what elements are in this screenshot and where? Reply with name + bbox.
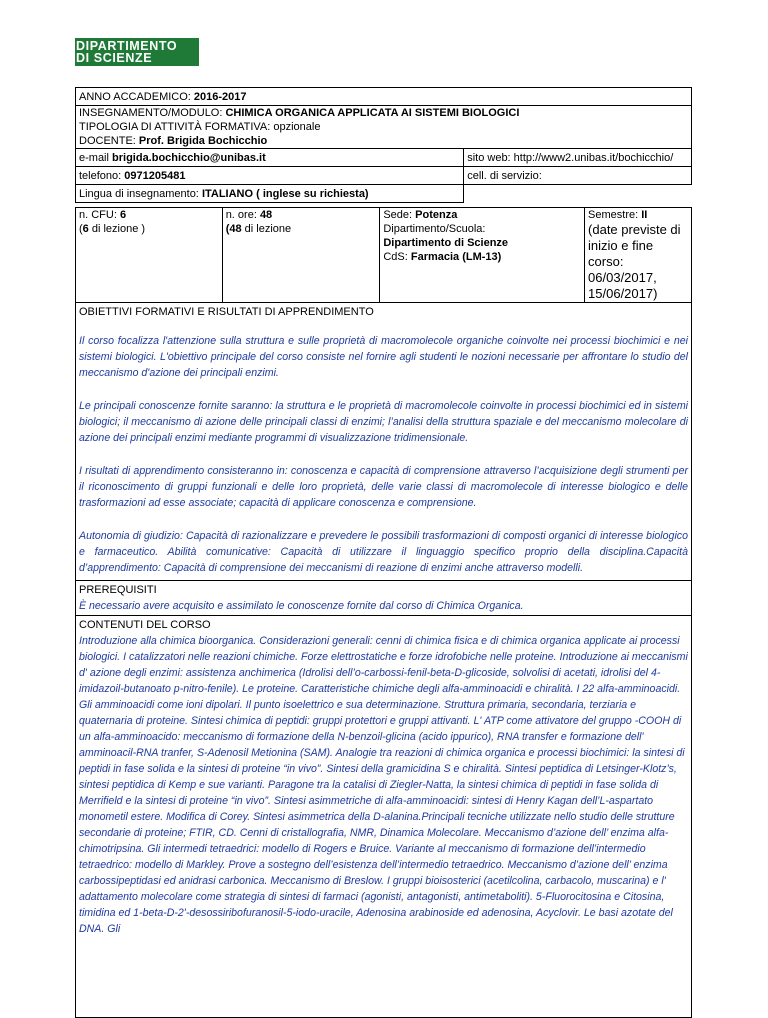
course-sheet bbox=[75, 87, 692, 1018]
objectives-section bbox=[76, 303, 692, 581]
course-title: CHIMICA ORGANICA APPLICATA AI SISTEMI BIOLOGICI bbox=[225, 107, 520, 119]
academic-year: 2016-2017 bbox=[193, 90, 247, 103]
phone-cell: telefono: 0971205481 bbox=[76, 167, 464, 185]
objectives-paragraph: Autonomia di giudizio: Capacità di razionalizzare e prevedere le possibili trasformazioni di composti organici di interesse biologico e farmaceutico. Abilità comunicative: Capacità di utilizzare il linguaggio specifico proprio della disciplina.Capacità d’apprendimento: Capacità di comprensione dei meccanismi di reazione di enzimi anche attraverso modelli. bbox=[79, 530, 688, 574]
objectives-paragraph: I risultati di apprendimento consisteranno in: conoscenza e capacità di comprensione attraverso l’acquisizione degli strumenti per il riconoscimento di gruppi funzionali e delle loro proprietà, delle varie classi di macromolecole di interesse biologico e delle trasformazioni ad esse associate; capacità di applicare conoscenza e comprensione. bbox=[79, 465, 688, 509]
department-logo bbox=[75, 38, 199, 66]
logo-line-2: DI SCIENZE bbox=[76, 51, 153, 65]
mobile-cell: cell. di servizio: bbox=[464, 167, 692, 185]
semester-cell: Semestre: II (date previste di inizio e fine corso: 06/03/2017, 15/06/2017) bbox=[585, 208, 692, 303]
contents-text: Introduzione alla chimica bioorganica. Considerazioni generali: cenni di chimica fisica e di chimica organica applicate ai processi biologici. I catalizzatori nelle reazioni chimiche. Forze elettrostatiche e forze idrofobiche nelle proteine. Introduzione ai meccanismi d' azione degli enzimi: assistenza anchimerica (Idrolisi dell’o-carbossi-fenil-beta-D-glicoside, solvolisi di acetati, idrolisi del 4-imidazoil-butanoato p-nitro-fenile). Le proteine. Caratteristiche chimiche degli alfa-amminoacidi e chiralità. I 22 alfa-amminoacidi. Gli amminoacidi come ioni dipolari. Il punto isoelettrico e sua determinazione. Struttura primaria, secondaria, terziaria e quaternaria di proteine. Sintesi chimica di peptidi: gruppi protettori e gruppi attivanti. L' ATP come attivatore del gruppo -COOH di un alfa-amminoacido: meccanismo di formazione della N-benzoil-glicina (acido ippurico), RNA transfer e formazione dell' amminoacil-RNA tranfer, S-Adenosil Metionina (SAM). Analogie tra reazioni di chimica organica e processi biochimici: la sintesi di peptidi in fase solida e la sintesi di proteine “in vivo”. Sintesi della gramicidina S e chiralità. Sintesi peptidica di Letsinger-Klotz’s, sintesi peptidica di Kemp e sue varianti. Paragone tra la catalisi di Ziegler-Natta, la sintesi chimica di peptidi in fase solida di Merrifield e la sintesi di proteine “in vivo”. Sintesi asimmetriche di alfa-amminoacidi: sintesi di Henry Kagan dell’L-aspartato monometil estere. Modifica di Corey. Sintesi asimmetrica della D-alanina.Principali tecniche utilizzate nello studio delle strutture secondarie di proteine; FTIR, CD. Cenni di cristallografia, NMR, Dinamica Molecolare. Meccanismo d’azione dell’ enzima alfa-chimotripsina. Gli intermedi tetraedrici: modello di Rogers e Bruice. Variante al meccanismo di formazione dell’intermedio tetraedrico: modello di Markley. Prove a sostegno dell’esistenza dell’intermedio tetraedrico. Meccanismo d’azione dell’ enzima carbossipeptidasi ed anidrasi carbonica. Meccanismo di Breslow. I gruppi bioisosterici (acetilcolina, carbacolo, muscarina) e l' adattamento molecolare come strategia di sintesi di farmaci (agonisti, antagonisti, antimetaboliti). 5-Fluorocitosina e Citosina, timidina ed 1-beta-D-2'-desossiribofuranosil-5-iodo-uracile, Adenosina arabinoside ed adenosina, Acyclovir. Le basi azotate del DNA. Gli bbox=[79, 635, 688, 935]
location-value: Potenza bbox=[415, 209, 458, 221]
department-name: Dipartimento di Scienze bbox=[383, 237, 509, 249]
logo-line-1: DIPARTIMENTO bbox=[76, 39, 178, 53]
course-dates: (date previste di inizio e fine corso: 06/03/2017, 15/06/2017) bbox=[588, 222, 681, 301]
language-cell: Lingua di insegnamento: ITALIANO ( inglese su richiesta) bbox=[76, 185, 464, 203]
contents-section bbox=[76, 616, 692, 1018]
prerequisites-text: È necessario avere acquisito e assimilato le conoscenze fornite dal corso di Chimica Organica. bbox=[79, 600, 524, 612]
objectives-title: OBIETTIVI FORMATIVI E RISULTATI DI APPRENDIMENTO bbox=[79, 306, 374, 318]
objectives-paragraph: Il corso focalizza l'attenzione sulla struttura e sulle proprietà di macromolecole organiche coinvolte nei processi biochimici e nei sistemi biologici. L'obiettivo principale del corso consiste nel fornire agli studenti le nozioni necessarie per affrontare lo studio del meccanismo d'azione dei principali enzimi. bbox=[79, 335, 688, 379]
email-cell: e-mail brigida.bochicchio@unibas.it bbox=[76, 149, 464, 167]
hours-value: 48 bbox=[259, 209, 273, 221]
website-cell: sito web: http://www2.unibas.it/bochicchio/ bbox=[464, 149, 692, 167]
prerequisites-section bbox=[76, 581, 692, 616]
objectives-paragraph: Le principali conoscenze fornite saranno: la struttura e le proprietà di macromolecole coinvolte in processi biochimici ed in sistemi biologici; il meccanismo di azione delle principali classi di enzimi; l’analisi della struttura spaziale e del meccanismo molecolare di azione dei principali enzimi mediante programmi di visualizzazione tridimensionale. bbox=[79, 400, 688, 444]
teaching-language: ITALIANO ( inglese su richiesta) bbox=[201, 187, 369, 200]
cfu-value: 6 bbox=[119, 209, 127, 221]
phone-number: 0971205481 bbox=[124, 169, 186, 182]
activity-type: opzionale bbox=[273, 121, 321, 133]
location-cell: Sede: Potenza Dipartimento/Scuola: Dipartimento di Scienze CdS: Farmacia (LM-13) bbox=[380, 208, 585, 303]
website-url: http://www2.unibas.it/bochicchio/ bbox=[513, 151, 674, 164]
teacher-name: Prof. Brigida Bochicchio bbox=[138, 135, 268, 147]
semester-value: II bbox=[641, 209, 648, 221]
cfu-cell: n. CFU: 6 (6 di lezione ) bbox=[76, 208, 223, 303]
course-row: INSEGNAMENTO/MODULO: CHIMICA ORGANICA APPLICATA AI SISTEMI BIOLOGICI TIPOLOGIA DI ATTIVITÀ FORMATIVA: opzionale DOCENTE: Prof. Brigida Bochicchio bbox=[76, 106, 692, 149]
hours-cell: n. ore: 48 (48 di lezione bbox=[222, 208, 380, 303]
email-address: brigida.bochicchio@unibas.it bbox=[112, 151, 266, 164]
prerequisites-title: PREREQUISITI bbox=[79, 584, 157, 596]
contents-title: CONTENUTI DEL CORSO bbox=[79, 619, 211, 631]
degree-course: Farmacia (LM-13) bbox=[410, 251, 502, 263]
academic-year-row: ANNO ACCADEMICO: 2016-2017 bbox=[76, 88, 692, 106]
